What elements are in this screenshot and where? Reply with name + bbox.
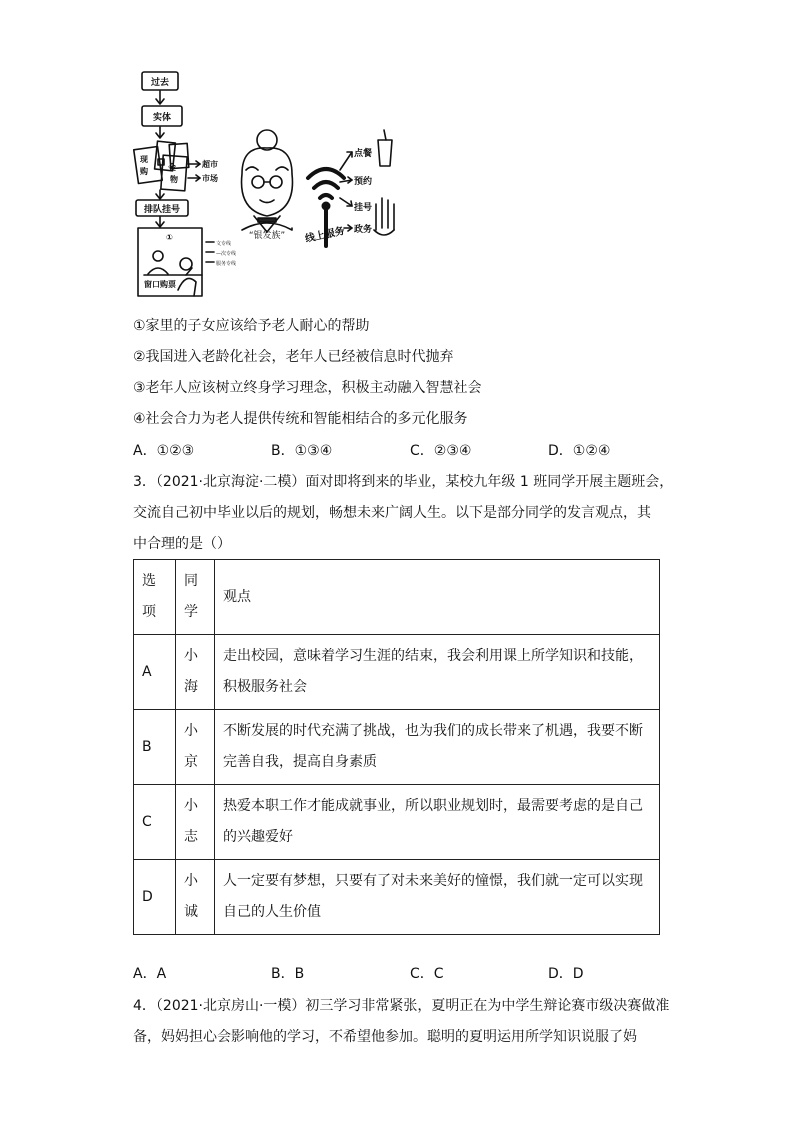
q3-stem-line-1: 3．（2021·北京海淀·二模）面对即将到来的毕业，某校九年级 1 班同学开展主题班会， (133, 474, 674, 490)
service-government: 政务 (354, 225, 373, 235)
cash-label-2: 购 (140, 167, 148, 176)
table-row (134, 635, 660, 710)
table-header-row (134, 560, 660, 635)
stacked-char: 同 (184, 573, 198, 589)
queue-label: 排队挂号 (143, 205, 181, 215)
row-a-view-line-1: 走出校园，意味着学习生涯的结束，我会利用课上所学知识和技能， (223, 648, 643, 664)
aging-society-illustration (130, 70, 395, 300)
row-b-option: B (142, 738, 152, 755)
row-c-view-line-1: 热爱本职工作才能成就事业，所以职业规划时，最需要考虑的是自己 (223, 798, 643, 814)
cash-label-1: 现 (140, 155, 148, 164)
q3-option-b[interactable]: B．B (271, 966, 305, 982)
q3-option-a[interactable]: A．A (133, 966, 167, 982)
window-mark: ① (166, 233, 173, 242)
stacked-char: 京 (184, 754, 198, 770)
row-c-option: C (142, 813, 152, 830)
window-line-3: 服务专线 (216, 261, 237, 267)
q3-table (133, 559, 660, 935)
entity-label: 实体 (152, 113, 172, 123)
stacked-char: 志 (184, 829, 198, 845)
window-line-1: 文专线 (216, 241, 232, 247)
shop-label-market: 市场 (202, 174, 218, 183)
online-label: 线上服务 (304, 225, 346, 245)
header-student (184, 566, 206, 628)
header-view: 观点 (223, 588, 251, 605)
stacked-char: 海 (184, 679, 198, 695)
past-label: 过去 (150, 78, 170, 88)
q3-stem-line-3: 中合理的是（） (133, 536, 231, 552)
row-a-option: A (142, 663, 152, 680)
table-row (134, 860, 660, 935)
row-d-view-line-1: 人一定要有梦想，只要有了对未来美好的憧憬，我们就一定可以实现 (223, 873, 643, 889)
q2-option-d[interactable]: D．①②④ (548, 443, 611, 459)
service-appointment: 预约 (354, 177, 373, 187)
row-d-option: D (142, 888, 153, 905)
statement-3: ③老年人应该树立终身学习理念，积极主动融入智慧社会 (133, 380, 482, 396)
q2-option-c[interactable]: C．②③④ (410, 443, 472, 459)
window-line-2: —次专线 (216, 251, 237, 257)
cash-cards-icon (134, 141, 189, 191)
row-c-view-line-2: 的兴趣爱好 (223, 829, 293, 845)
row-d-view-line-2: 自己的人生价值 (223, 904, 321, 920)
stacked-char: 小 (184, 648, 198, 664)
cash-label-3: 金 (168, 163, 176, 172)
q4-stem-line-2: 备，妈妈担心会影响他的学习，不希望他参加。聪明的夏明运用所学知识说服了妈 (133, 1029, 637, 1045)
table-row (134, 785, 660, 860)
stacked-char: 小 (184, 798, 198, 814)
stacked-char: 项 (142, 604, 156, 620)
stacked-char: 小 (184, 873, 198, 889)
statement-1: ①家里的子女应该给予老人耐心的帮助 (133, 318, 370, 334)
row-c-student (176, 785, 214, 859)
q4-stem-line-1: 4．（2021·北京房山·一模）初三学习非常紧张，夏明正在为中学生辩论赛市级决赛做准 (133, 998, 670, 1014)
row-d-student (176, 860, 214, 934)
stacked-char: 诚 (184, 904, 198, 920)
q2-option-b[interactable]: B．①③④ (271, 443, 333, 459)
shop-label-supermarket: 超市 (202, 160, 218, 169)
service-order: 点餐 (354, 149, 373, 159)
stacked-char: 小 (184, 723, 198, 739)
hand-icon (374, 198, 394, 235)
q2-option-a[interactable]: A．①②③ (133, 443, 195, 459)
statement-4: ④社会合力为老人提供传统和智能相结合的多元化服务 (133, 411, 468, 427)
header-option (142, 566, 167, 628)
stacked-char: 学 (184, 604, 198, 620)
silver-caption: “银发族” (248, 231, 286, 241)
grandma-icon (242, 130, 293, 232)
window-label: 窗口购票 (144, 280, 176, 289)
row-b-student (176, 710, 214, 784)
q3-option-c[interactable]: C．C (410, 966, 444, 982)
q3-option-d[interactable]: D．D (548, 966, 584, 982)
table-row (134, 710, 660, 785)
statement-2: ②我国进入老龄化社会，老年人已经被信息时代抛弃 (133, 349, 454, 365)
row-b-view-line-2: 完善自我，提高自身素质 (223, 754, 377, 770)
row-a-student (176, 635, 214, 709)
cash-label-4: 物 (170, 175, 178, 184)
stacked-char: 选 (142, 573, 156, 589)
row-b-view-line-1: 不断发展的时代充满了挑战，也为我们的成长带来了机遇，我要不断 (223, 723, 643, 739)
row-a-view-line-2: 积极服务社会 (223, 679, 307, 695)
q3-stem-line-2: 交流自己初中毕业以后的规划，畅想未来广阔人生。以下是部分同学的发言观点，其 (133, 505, 651, 521)
cup-icon (378, 130, 392, 166)
service-registration: 挂号 (354, 203, 373, 213)
